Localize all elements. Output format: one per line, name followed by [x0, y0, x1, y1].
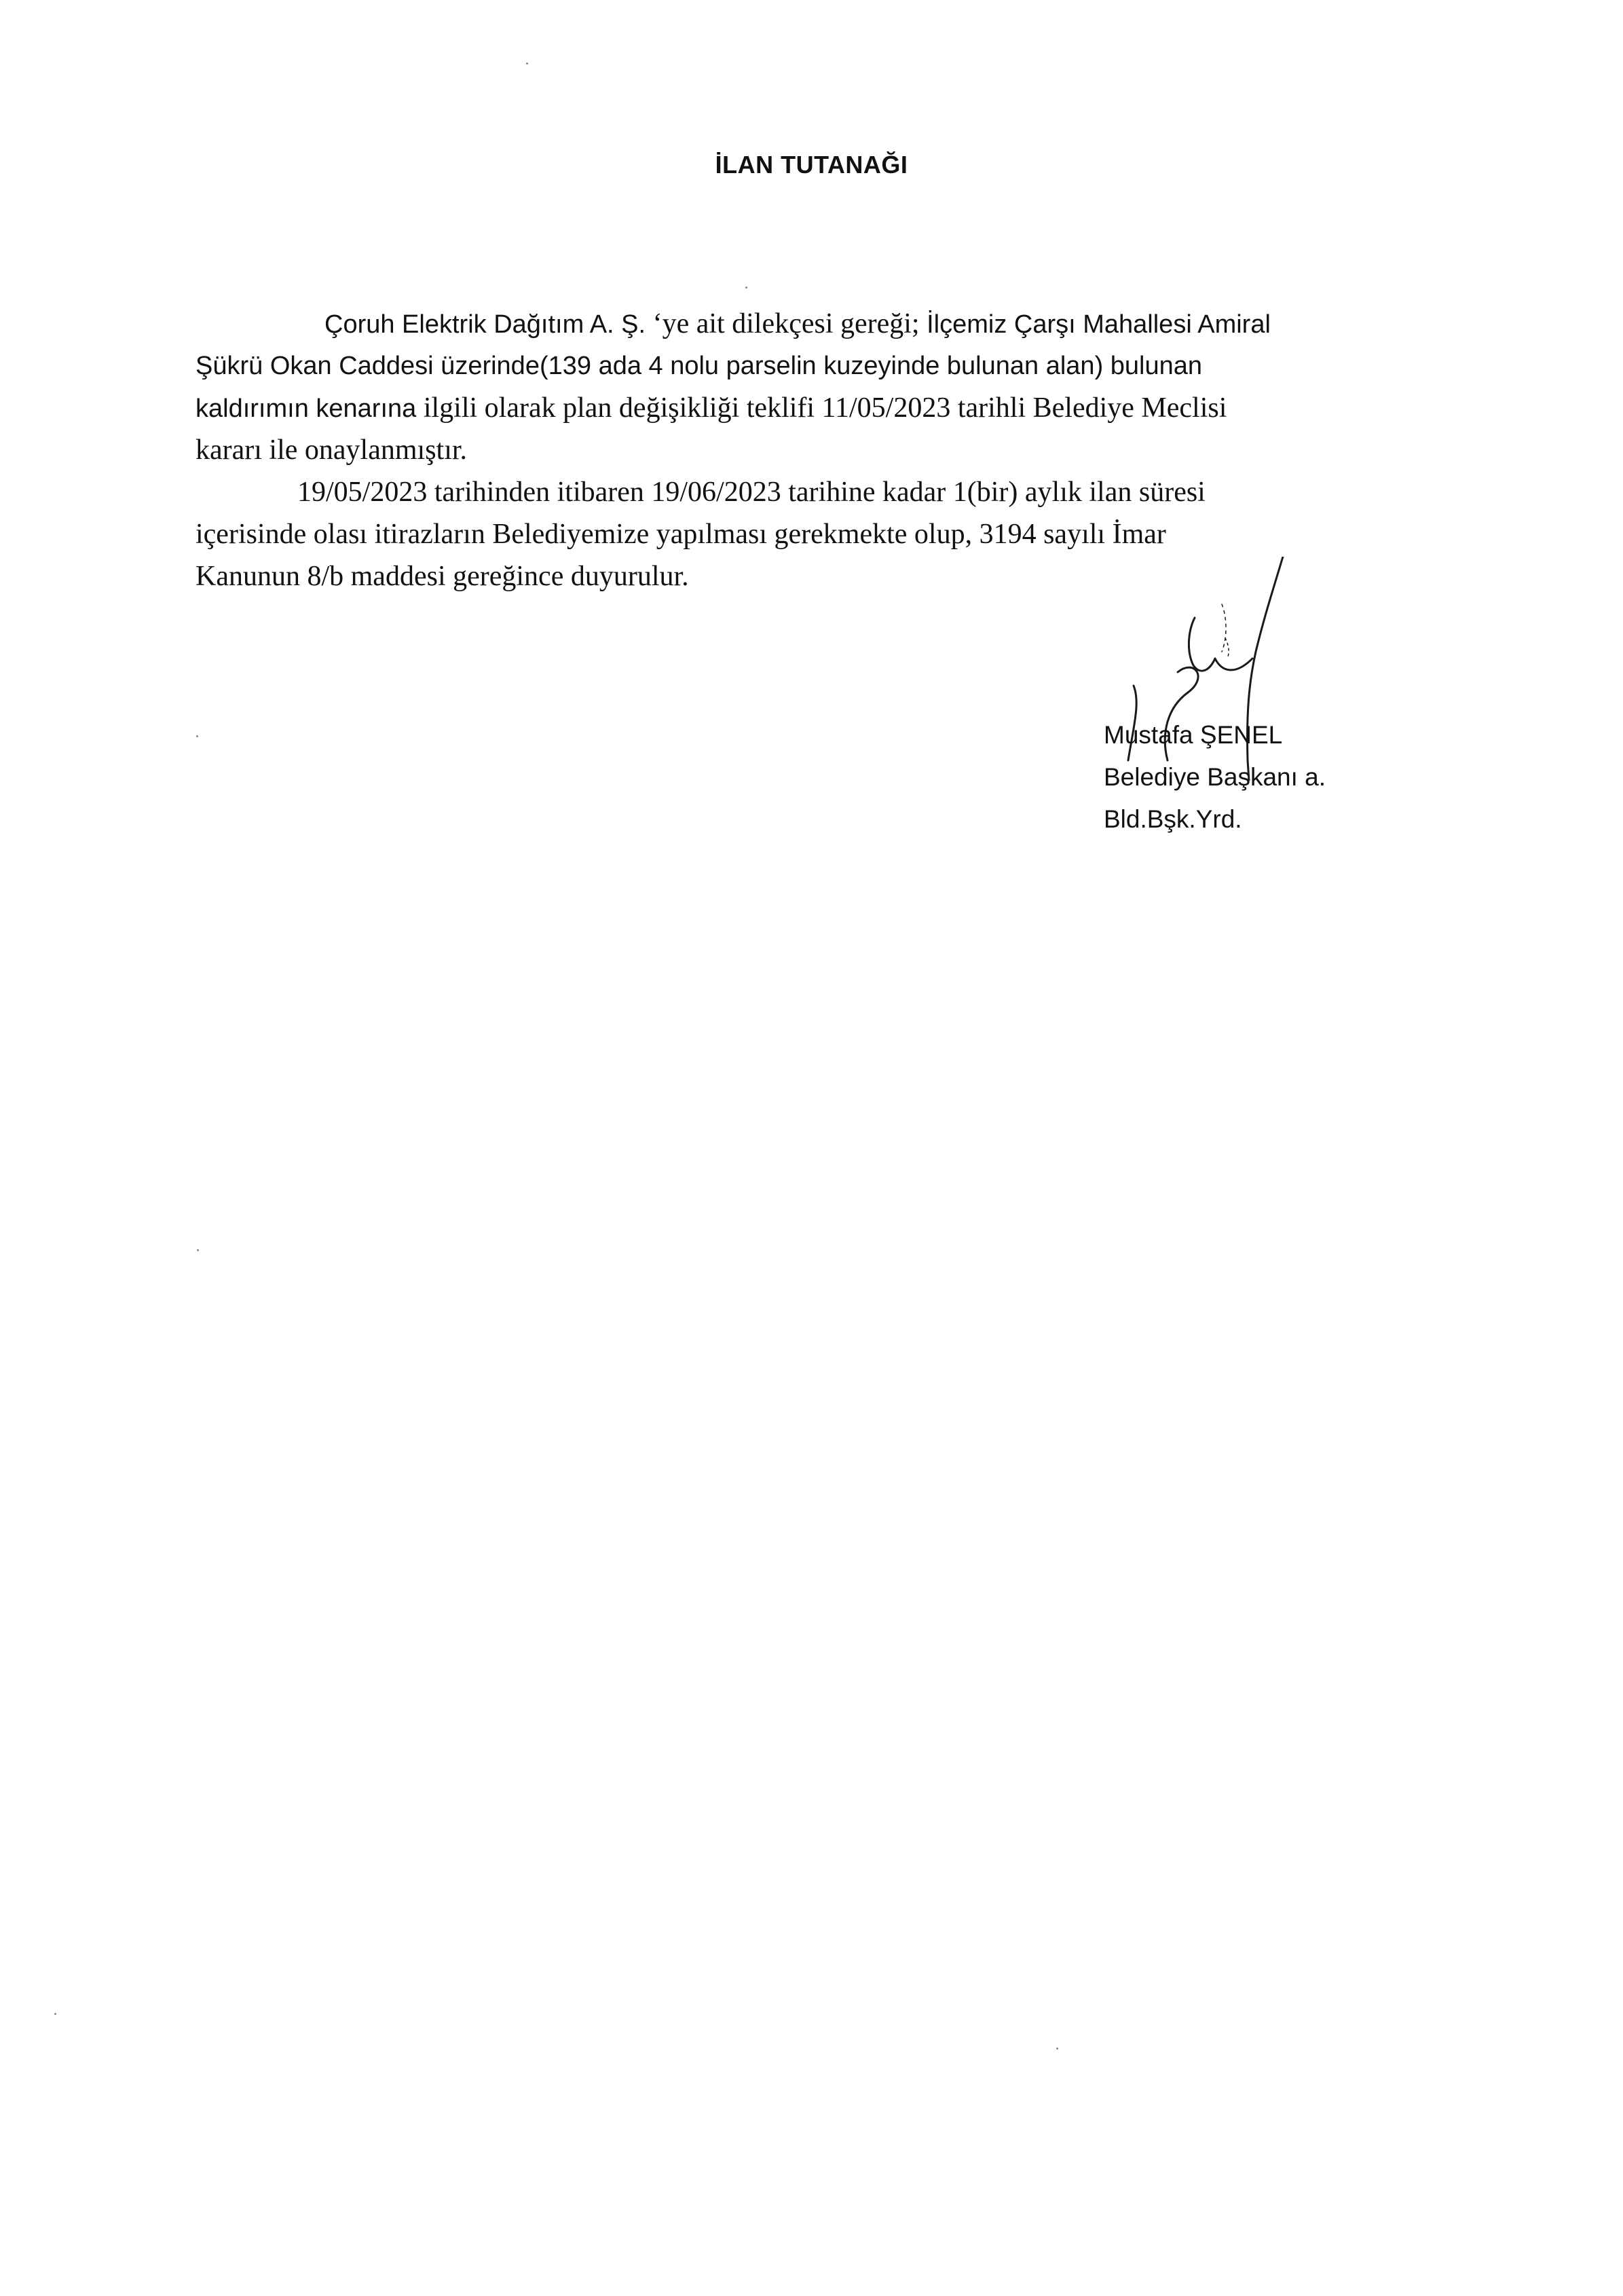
paragraph-2-line-1: 19/05/2023 tarihinden itibaren 19/06/2023 tarihine kadar 1(bir) aylık ilan süresi [297, 477, 1206, 508]
signatory-title: Belediye Başkanı a. [1104, 763, 1326, 791]
paragraph-2-line-2: içerisinde olası itirazların Belediyemize yapılması gerekmekte olup, 3194 sayılı İmar [195, 519, 1166, 550]
paragraph-1-line-1-part-a: Çoruh Elektrik Dağıtım A. Ş. [324, 310, 653, 339]
scan-speck [526, 62, 528, 64]
paragraph-1-line-2: Şükrü Okan Caddesi üzerinde(139 ada 4 nolu parselin kuzeyinde bulunan alan) bulunan [195, 352, 1203, 380]
document-body [195, 303, 1396, 597]
paragraph-1-line-1 [195, 303, 1396, 345]
signatory-name: Mustafa ŞENEL [1104, 721, 1283, 749]
paragraph-1-line-1-part-b: ‘ye ait dilekçesi gereği; [652, 308, 927, 339]
scan-speck [197, 1249, 199, 1251]
paragraph-1-line-3-part-a: kaldırımın kenarına [195, 394, 424, 423]
scan-speck [1056, 2048, 1058, 2050]
scan-speck [745, 286, 747, 289]
scan-speck [54, 2013, 56, 2015]
scan-speck [196, 735, 198, 737]
paragraph-1-line-1-part-c: İlçemiz Çarşı Mahallesi Amiral [927, 310, 1271, 339]
paragraph-1-line-4: kararı ile onaylanmıştır. [195, 434, 468, 466]
signatory-position: Bld.Bşk.Yrd. [1104, 805, 1242, 833]
signature-block [1104, 714, 1326, 840]
paragraph-1-line-3 [195, 387, 1396, 429]
paragraph-2-line-3: Kanunun 8/b maddesi gereğince duyurulur. [195, 561, 689, 592]
document-title: İLAN TUTANAĞI [715, 151, 908, 179]
paragraph-1-line-3-part-b: ilgili olarak plan değişikliği teklifi 11/05/2023 tarihli Belediye Meclisi [423, 392, 1227, 424]
